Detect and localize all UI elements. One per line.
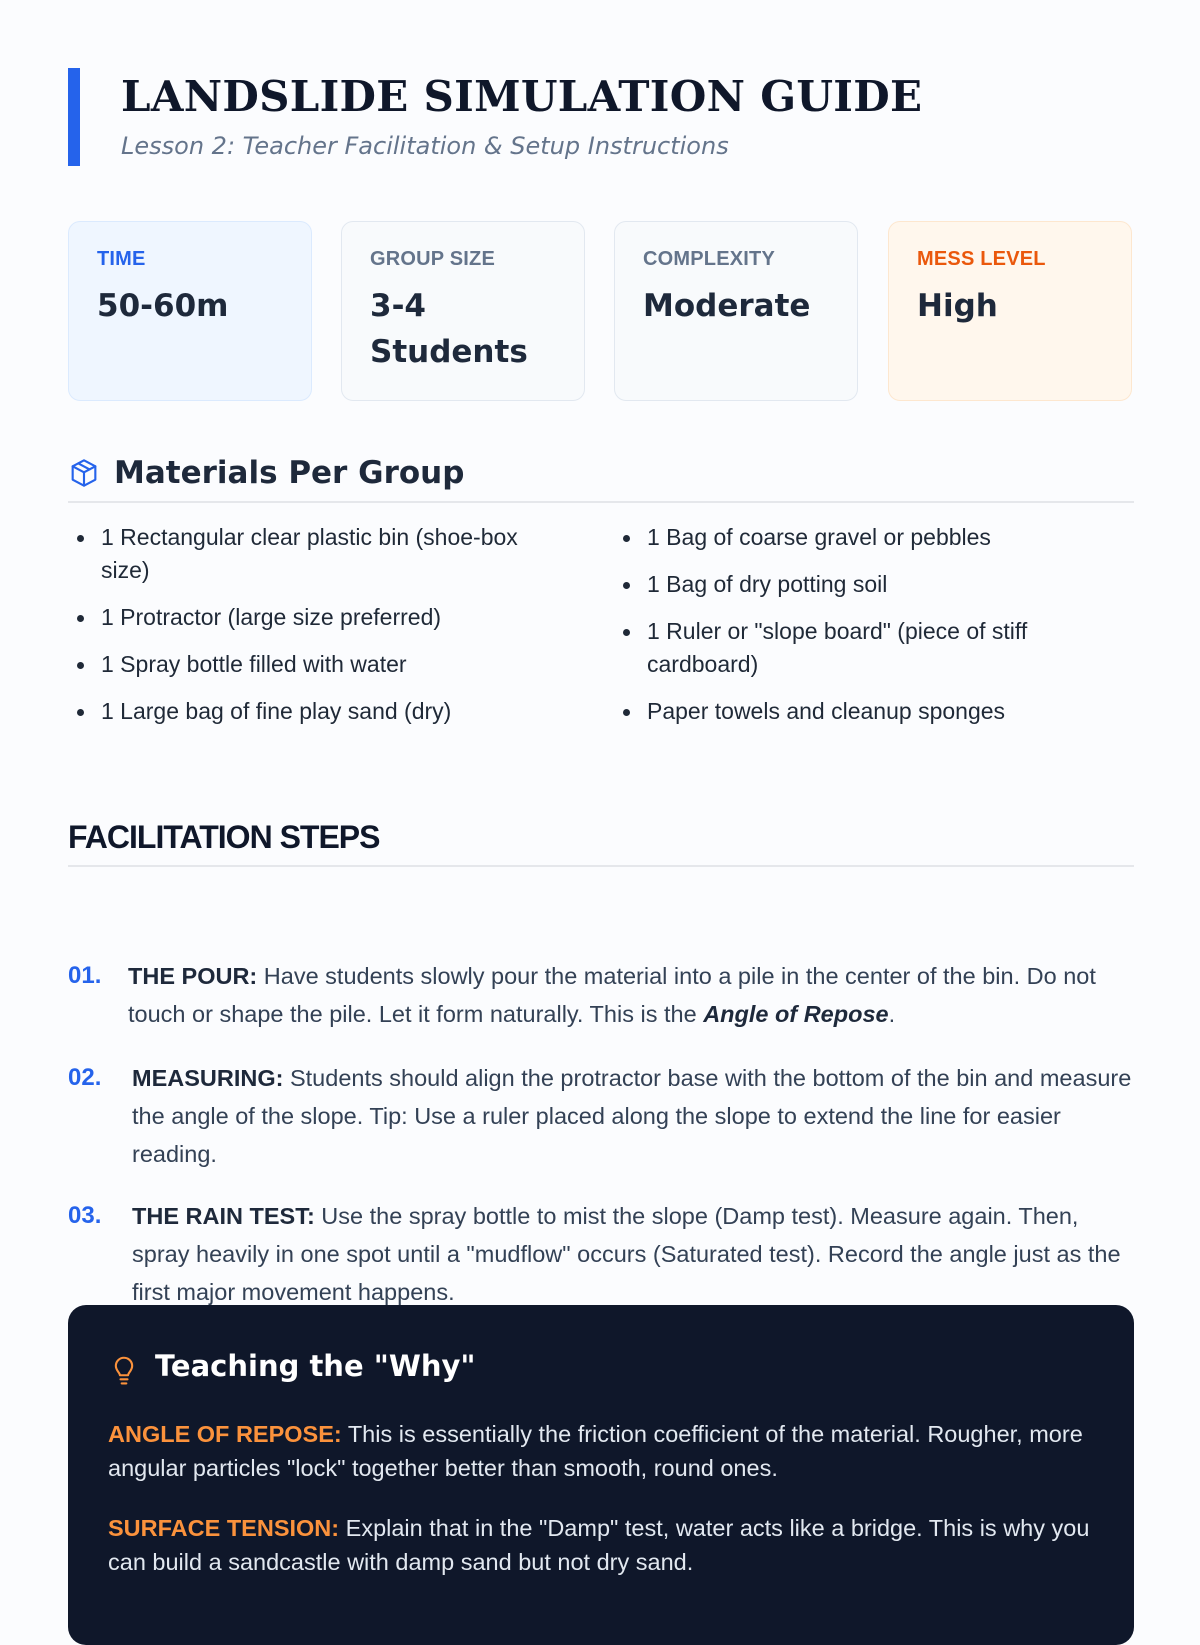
step-label: THE POUR:	[128, 963, 258, 989]
stat-value: 3-4 Students	[370, 288, 528, 370]
why-term: ANGLE OF REPOSE:	[108, 1421, 342, 1447]
stat-label: MESS LEVEL	[917, 248, 1046, 270]
stat-label: TIME	[97, 248, 146, 270]
list-item: 1 Bag of coarse gravel or pebbles	[647, 521, 1137, 554]
materials-column-right	[614, 521, 1137, 742]
step-number: 03.	[68, 1202, 102, 1229]
page-title: LANDSLIDE SIMULATION GUIDE	[121, 72, 923, 121]
why-term: SURFACE TENSION:	[108, 1515, 340, 1541]
why-paragraph	[108, 1417, 1098, 1485]
facilitation-steps-section	[68, 813, 1134, 1305]
step-number: 01.	[68, 962, 102, 989]
accent-bar	[68, 68, 80, 166]
guide-page	[68, 68, 1134, 1305]
list-item: 1 Protractor (large size preferred)	[101, 601, 571, 634]
teaching-why-panel	[68, 1305, 1134, 1645]
why-text: Explain that in the "Damp" test, water acts like a bridge. This is why you can build a sandcastle with damp sand but not dry sand.	[108, 1515, 1090, 1575]
stat-value: 50-60m	[97, 288, 229, 324]
list-item: 1 Rectangular clear plastic bin (shoe-box size)	[101, 521, 571, 587]
step-text	[132, 1059, 1132, 1173]
list-item: 1 Ruler or "slope board" (piece of stiff cardboard)	[647, 615, 1137, 681]
step-number: 02.	[68, 1064, 102, 1091]
lightbulb-icon	[110, 1353, 138, 1387]
stat-label: COMPLEXITY	[643, 248, 776, 270]
page-subtitle: Lesson 2: Teacher Facilitation & Setup Instructions	[121, 132, 729, 160]
materials-section	[68, 455, 1134, 751]
steps-header	[68, 813, 1134, 867]
why-text: This is essentially the friction coefficient of the material. Rougher, more angular particles "lock" together better than smooth, round ones.	[108, 1421, 1083, 1481]
stat-value: Moderate	[643, 288, 811, 324]
list-item: 1 Bag of dry potting soil	[647, 568, 1137, 601]
step-body: Use the spray bottle to mist the slope (Damp test). Measure again. Then, spray heavily in one spot until a "mudflow" occurs (Saturated test). Record the angle just as the first major movement happens.	[132, 1203, 1121, 1305]
stat-cards	[68, 221, 1134, 401]
step-label: THE RAIN TEST:	[132, 1203, 315, 1229]
page-header	[68, 68, 1134, 166]
list-item: 1 Large bag of fine play sand (dry)	[101, 695, 571, 728]
step-tail: .	[888, 1001, 896, 1027]
materials-column-left	[68, 521, 571, 742]
step-text	[128, 957, 1128, 1033]
stat-card-complexity	[614, 221, 858, 401]
step-body: Have students slowly pour the material into a pile in the center of the bin. Do not touch or shape the pile. Let it form naturally. This is the	[128, 963, 1096, 1027]
list-item: 1 Spray bottle filled with water	[101, 648, 571, 681]
step-emphasis: Angle of Repose	[703, 1001, 889, 1027]
materials-header	[68, 455, 1134, 503]
stat-card-mess-level	[888, 221, 1132, 401]
why-title: Teaching the "Why"	[155, 1349, 476, 1383]
materials-list	[68, 521, 1134, 751]
step-text	[132, 1197, 1132, 1311]
stat-card-group-size	[341, 221, 585, 401]
step-label: MEASURING:	[132, 1065, 284, 1091]
materials-title: Materials Per Group	[114, 455, 465, 491]
list-item: Paper towels and cleanup sponges	[647, 695, 1137, 728]
steps-title: FACILITATION STEPS	[68, 819, 380, 855]
stat-card-time	[68, 221, 312, 401]
step-body: Students should align the protractor base with the bottom of the bin and measure the angle of the slope. Tip: Use a ruler placed along the slope to extend the line for easier reading.	[132, 1065, 1132, 1167]
box-icon	[68, 457, 100, 489]
stat-label: GROUP SIZE	[370, 248, 495, 270]
why-paragraph	[108, 1511, 1098, 1579]
stat-value: High	[917, 288, 998, 324]
